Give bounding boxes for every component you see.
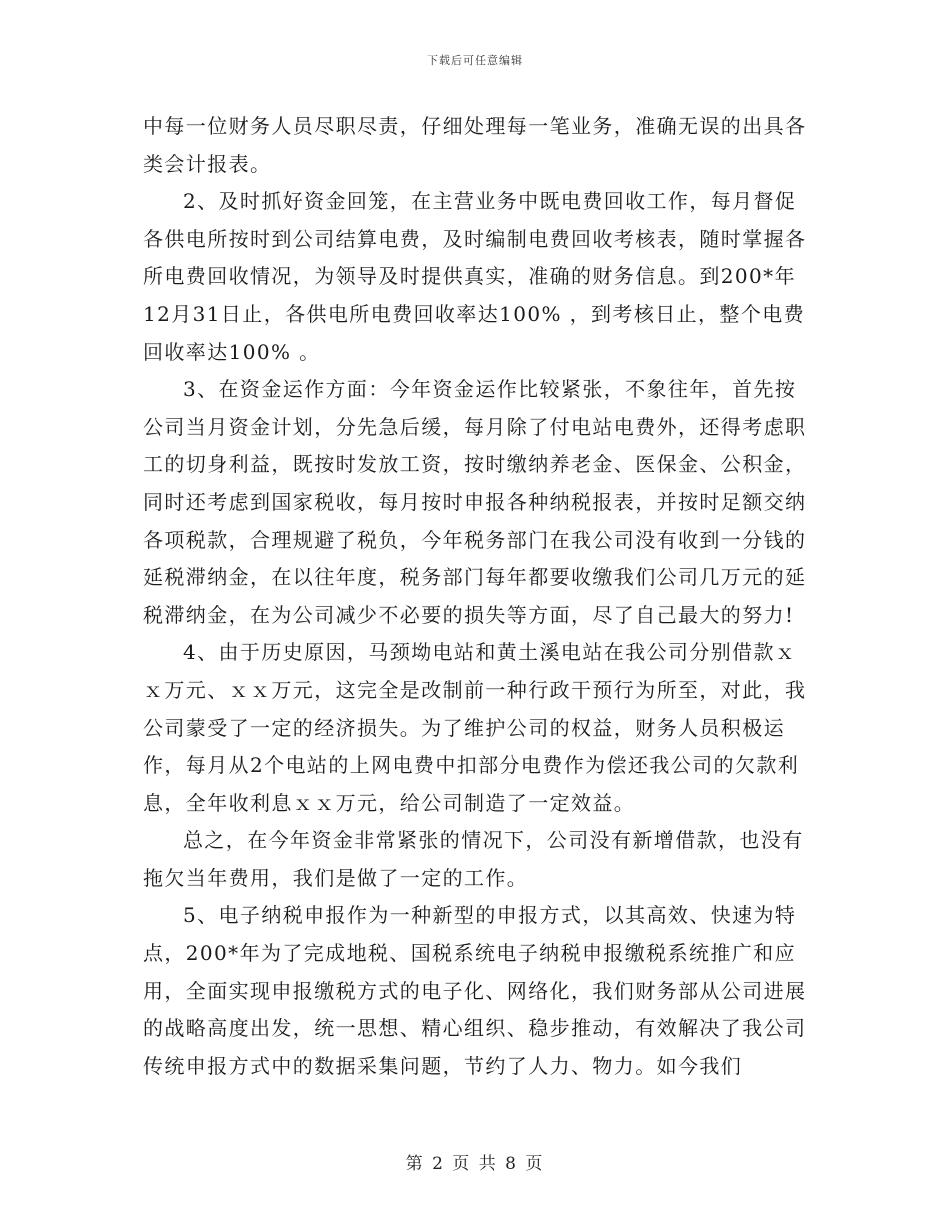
paragraph-continuation: 中每一位财务人员尽职尽责，仔细处理每一笔业务，准确无误的出具各类会计报表。: [143, 114, 807, 176]
page-number-footer: 第 2 页 共 8 页: [405, 1154, 545, 1174]
page-header: 下载后可任意编辑: [427, 54, 523, 67]
paragraph-item-3: 3、在资金运作方面：今年资金运作比较紧张，不象往年，首先按公司当月资金计划，分先急后缓，每月除了付电站电费外，还得考虑职工的切身利益，既按时发放工资，按时缴纳养老金、医保金、公积金，同时还考虑到国家税收，每月按时申报各种纳税报表，并按时足额交纳各项税款，合理规避了税负，今年税务部门在我公司没有收到一分钱的延税滞纳金，在以往年度，税务部门每年都要收缴我们公司几万元的延税滞纳金，在为公司减少不必要的损失等方面，尽了自己最大的努力!: [143, 377, 807, 627]
paragraph-item-4: 4、由于历史原因，马颈坳电站和黄土溪电站在我公司分别借款ｘｘ万元、ｘｘ万元，这完全是改制前一种行政干预行为所至，对此，我公司蒙受了一定的经济损失。为了维护公司的权益，财务人员积极运作，每月从2个电站的上网电费中扣部分电费作为偿还我公司的欠款利息，全年收利息ｘｘ万元，给公司制造了一定效益。: [143, 640, 807, 815]
paragraph-item-2: 2、及时抓好资金回笼，在主营业务中既电费回收工作，每月督促各供电所按时到公司结算电费，及时编制电费回收考核表，随时掌握各所电费回收情况，为领导及时提供真实，准确的财务信息。到200*年12月31日止，各供电所电费回收率达100% ，到考核日止，整个电费回收率达100% 。: [143, 189, 807, 364]
paragraph-item-5: 5、电子纳税申报作为一种新型的申报方式，以其高效、快速为特点，200*年为了完成地税、国税系统电子纳税申报缴税系统推广和应用，全面实现申报缴税方式的电子化、网络化，我们财务部从公司进展的战略高度出发，统一思想、精心组织、稳步推动，有效解决了我公司传统申报方式中的数据采集问题，节约了人力、物力。如今我们: [143, 903, 807, 1078]
document-body: [143, 108, 809, 1085]
paragraph-summary: 总之，在今年资金非常紧张的情况下，公司没有新增借款，也没有拖欠当年费用，我们是做了一定的工作。: [143, 828, 804, 890]
